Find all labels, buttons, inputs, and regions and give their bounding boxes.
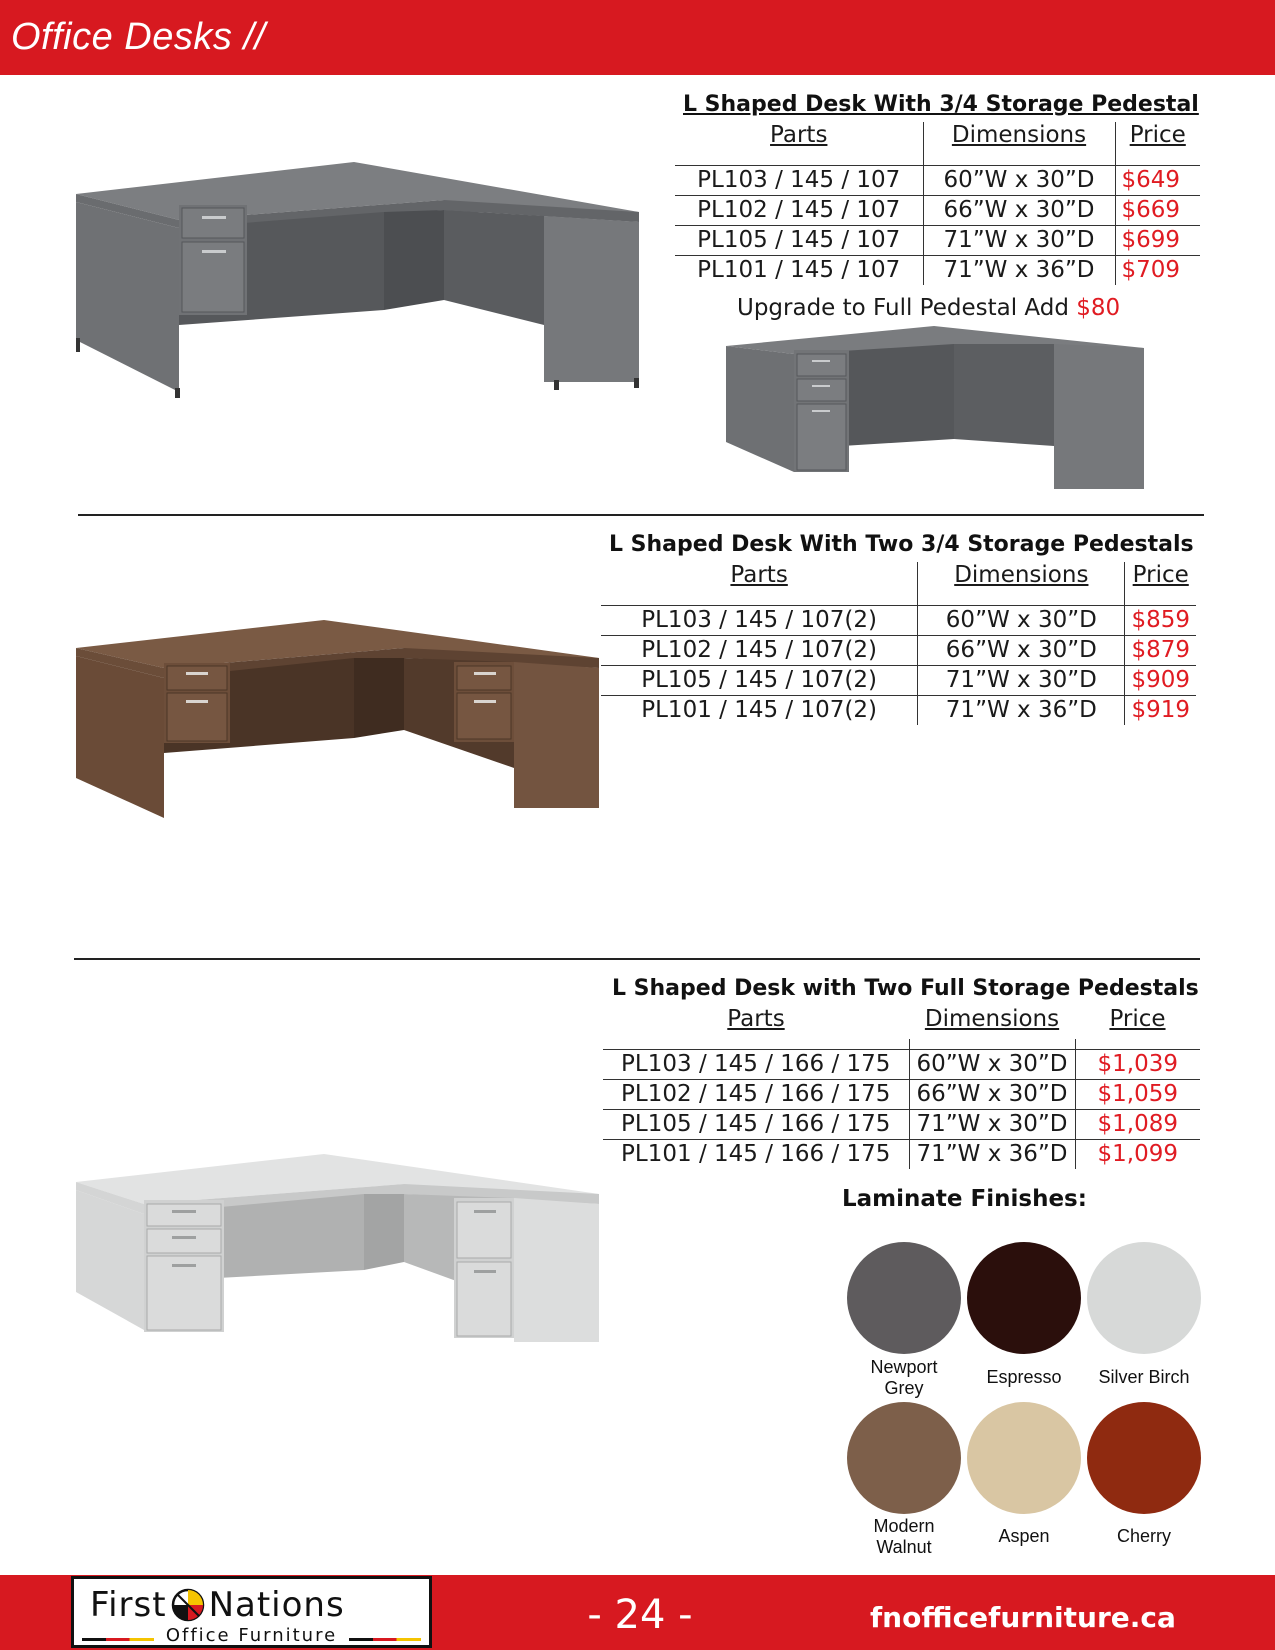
table-row: PL103 / 145 / 166 / 175 60”W x 30”D $1,039: [603, 1049, 1200, 1079]
swatch-silver-birch: [1087, 1242, 1201, 1354]
section-divider: [78, 514, 1204, 516]
section-2-title: L Shaped Desk With Two 3/4 Storage Pedestals: [609, 532, 1194, 557]
table-row: PL105 / 145 / 107(2) 71”W x 30”D $909: [601, 665, 1196, 695]
desk-image-walnut-l-shaped: [74, 618, 604, 848]
table-row: PL105 / 145 / 107 71”W x 30”D $699: [675, 225, 1200, 255]
col-header-dimensions: Dimensions: [923, 122, 1115, 155]
medicine-wheel-icon: [171, 1588, 205, 1622]
col-header-parts: Parts: [727, 1006, 785, 1032]
table-row: PL103 / 145 / 107(2) 60”W x 30”D $859: [601, 605, 1196, 635]
swatch-label: Cherry: [1116, 1526, 1171, 1546]
section-3-table: [603, 1006, 1200, 1169]
page-number: - 24 -: [587, 1592, 693, 1638]
table-row: PL102 / 145 / 166 / 175 66”W x 30”D $1,059: [603, 1079, 1200, 1109]
col-header-parts: Parts: [730, 562, 788, 588]
swatch-label: Silver Birch: [1098, 1367, 1190, 1387]
table-row: PL105 / 145 / 166 / 175 71”W x 30”D $1,089: [603, 1109, 1200, 1139]
company-logo: [71, 1576, 432, 1648]
col-header-price: Price: [1115, 122, 1200, 155]
page-title: Office Desks //: [11, 16, 266, 58]
col-header-price: Price: [1109, 1006, 1166, 1032]
col-header-price: Price: [1125, 562, 1196, 595]
desk-image-grey-full-pedestal: [724, 324, 1149, 494]
upgrade-price: $80: [1076, 295, 1121, 321]
section-1-table: [675, 122, 1200, 285]
swatch-modern-walnut: [847, 1402, 961, 1514]
table-row: PL103 / 145 / 107 60”W x 30”D $649: [675, 165, 1200, 195]
swatch-label: Espresso: [986, 1367, 1062, 1387]
logo-subtitle: Office Furniture: [165, 1625, 338, 1646]
col-header-parts: Parts: [770, 122, 828, 148]
swatch-aspen: [967, 1402, 1081, 1514]
table-row: PL102 / 145 / 107 66”W x 30”D $669: [675, 195, 1200, 225]
swatch-newport-grey: [847, 1242, 961, 1354]
logo-stripe-right: [349, 1638, 421, 1641]
section-divider: [74, 958, 1200, 960]
logo-text-first: First: [90, 1585, 167, 1625]
table-row: PL102 / 145 / 107(2) 66”W x 30”D $879: [601, 635, 1196, 665]
header-bar: [0, 0, 1275, 75]
section-2-table: [601, 562, 1196, 725]
website-link[interactable]: fnofficefurniture.ca: [870, 1601, 1176, 1634]
logo-text-nations: Nations: [208, 1585, 345, 1625]
swatch-cherry: [1087, 1402, 1201, 1514]
table-row: PL101 / 145 / 107(2) 71”W x 36”D $919: [601, 695, 1196, 725]
desk-image-grey-l-shaped: [74, 160, 674, 410]
col-header-dimensions: Dimensions: [924, 1006, 1060, 1032]
desk-image-silver-birch-l-shaped: [74, 1152, 604, 1372]
upgrade-note: [737, 295, 1120, 321]
swatch-label: Aspen: [998, 1526, 1050, 1546]
section-1-title: L Shaped Desk With 3/4 Storage Pedestal: [683, 92, 1199, 117]
table-row: PL101 / 145 / 166 / 175 71”W x 36”D $1,099: [603, 1139, 1200, 1169]
table-row: PL101 / 145 / 107 71”W x 36”D $709: [675, 255, 1200, 285]
finishes-title: Laminate Finishes:: [842, 1186, 1087, 1212]
section-3-title: L Shaped Desk with Two Full Storage Pedestals: [612, 976, 1199, 1001]
upgrade-text: Upgrade to Full Pedestal Add: [737, 295, 1069, 321]
swatch-label: Newport Grey: [870, 1357, 938, 1398]
col-header-dimensions: Dimensions: [918, 562, 1125, 595]
swatch-espresso: [967, 1242, 1081, 1354]
swatch-label: Modern Walnut: [873, 1516, 935, 1557]
